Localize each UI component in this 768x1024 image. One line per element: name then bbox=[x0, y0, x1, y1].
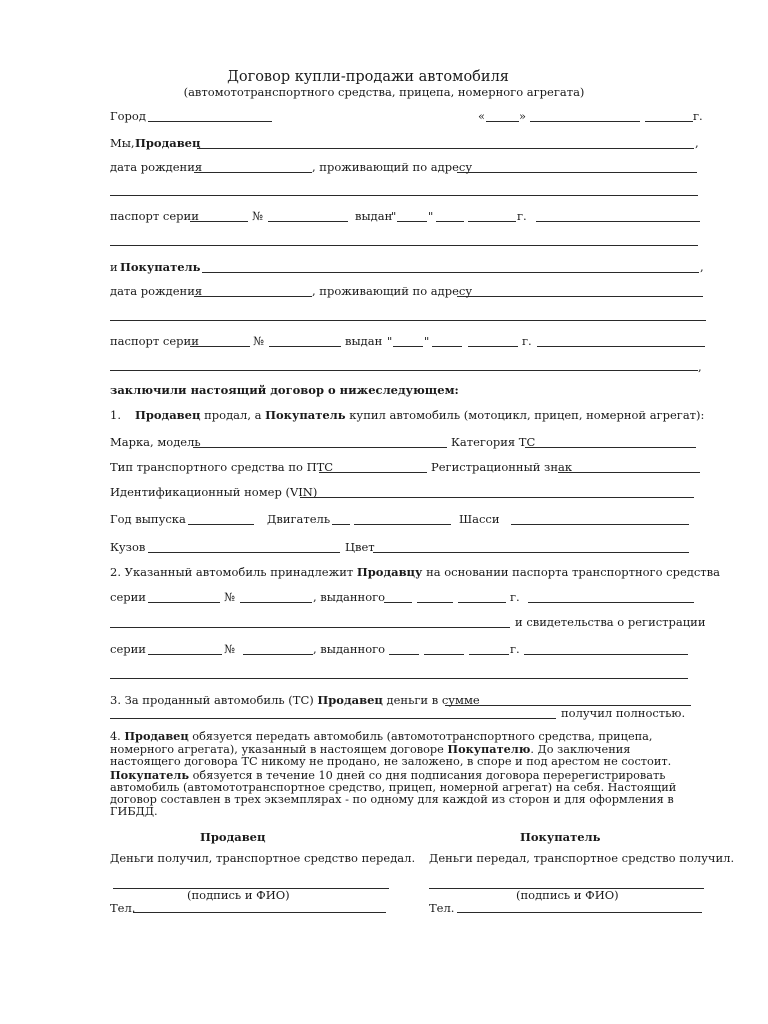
buyer-issued-day-field[interactable] bbox=[393, 346, 423, 347]
pts-number-sign: № bbox=[224, 590, 235, 604]
seller-comma: , bbox=[695, 136, 699, 150]
buyer-address-line-2[interactable] bbox=[110, 320, 706, 321]
pts-number-field[interactable] bbox=[240, 602, 312, 603]
buyer-word: Покупатель bbox=[120, 260, 201, 274]
cert-series-label: серии bbox=[110, 642, 146, 656]
buyer-phone-field[interactable] bbox=[457, 912, 702, 913]
category-field[interactable] bbox=[525, 447, 696, 448]
buyer-address-label: , проживающий по адресу bbox=[312, 284, 473, 298]
cert-number-field[interactable] bbox=[243, 654, 313, 655]
body-label: Кузов bbox=[110, 540, 146, 554]
buyer-issued-year-field[interactable] bbox=[468, 346, 518, 347]
seller-birth-label: дата рождения bbox=[110, 160, 203, 174]
seller-passport-line-2[interactable] bbox=[110, 245, 698, 246]
clause3-seller: Продавец bbox=[317, 693, 383, 707]
cert-issued-by-line-2[interactable] bbox=[110, 678, 688, 679]
engine-field-b[interactable] bbox=[354, 524, 451, 525]
seller-address-label: , проживающий по адресу bbox=[312, 160, 473, 174]
seller-passport-label: паспорт серии bbox=[110, 209, 199, 223]
pts-series-field[interactable] bbox=[148, 602, 220, 603]
buyer-passport-number-field[interactable] bbox=[269, 346, 341, 347]
vin-field[interactable] bbox=[300, 497, 694, 498]
cert-issued-by-field[interactable] bbox=[524, 654, 688, 655]
clause1-number: 1. bbox=[110, 408, 121, 422]
make-model-field[interactable] bbox=[193, 447, 447, 448]
pts-series-label: серии bbox=[110, 590, 146, 604]
buyer-number-sign: № bbox=[253, 334, 264, 348]
and-label: и bbox=[110, 260, 118, 274]
year-field[interactable] bbox=[188, 524, 254, 525]
date-year-suffix: г. bbox=[693, 109, 703, 123]
pts-issued-day-field[interactable] bbox=[384, 602, 412, 603]
cert-issued-label: , выданного bbox=[313, 642, 386, 656]
clause1-seller: Продавец bbox=[134, 408, 201, 422]
pts-issued-month-field[interactable] bbox=[417, 602, 453, 603]
seller-phone-label: Тел. bbox=[110, 901, 136, 915]
clause4-seller: Продавец bbox=[124, 729, 189, 743]
seller-passport-number-field[interactable] bbox=[268, 221, 348, 222]
cert-issued-year-suffix: г. bbox=[510, 642, 520, 656]
clause1-line bbox=[110, 408, 704, 422]
clause2-suffix: на основании паспорта транспортного средства bbox=[422, 565, 720, 579]
document-title: Договор купли-продажи автомобиля bbox=[227, 69, 509, 85]
cert-number-sign: № bbox=[224, 642, 235, 656]
buyer-passport-comma: , bbox=[698, 360, 702, 374]
chassis-label: Шасси bbox=[459, 512, 500, 526]
color-label: Цвет bbox=[345, 540, 375, 554]
we-label: Мы, bbox=[110, 136, 135, 150]
seller-issued-month-field[interactable] bbox=[436, 221, 464, 222]
clause3-prefix: 3. За проданный автомобиль (ТС) bbox=[110, 693, 318, 707]
document-subtitle: (автомототранспортного средства, прицепа, номерного агрегата) bbox=[183, 85, 585, 99]
seller-issued-close-quote: " bbox=[428, 209, 434, 223]
buyer-passport-line-2[interactable] bbox=[110, 370, 698, 371]
vin-label: Идентификационный номер (VIN) bbox=[110, 485, 318, 499]
city-label: Город bbox=[110, 109, 146, 123]
reg-certificate-label: и свидетельства о регистрации bbox=[515, 615, 706, 629]
pts-issued-year-suffix: г. bbox=[510, 590, 520, 604]
seller-address-line-2[interactable] bbox=[110, 195, 698, 196]
seller-issued-label: выдан bbox=[355, 209, 393, 223]
pts-issued-by-line-2[interactable] bbox=[110, 627, 510, 628]
cert-issued-year-field[interactable] bbox=[469, 654, 509, 655]
cert-series-field[interactable] bbox=[148, 654, 222, 655]
city-field[interactable] bbox=[148, 121, 272, 122]
seller-issued-open-quote: " bbox=[391, 209, 397, 223]
concluded-heading: заключили настоящий договор о нижеследующем: bbox=[110, 383, 459, 397]
engine-label: Двигатель bbox=[267, 512, 331, 526]
clause4-number: 4. bbox=[110, 730, 125, 743]
clause3-received: получил полностью. bbox=[561, 706, 686, 720]
body-field[interactable] bbox=[148, 552, 340, 553]
cert-issued-day-field[interactable] bbox=[389, 654, 419, 655]
buyer-phone-label: Тел. bbox=[429, 901, 455, 915]
buyer-name-field[interactable] bbox=[202, 272, 699, 273]
clause3-suffix: деньги в сумме bbox=[382, 693, 480, 707]
category-label: Категория ТС bbox=[451, 435, 536, 449]
reg-sign-field[interactable] bbox=[558, 472, 700, 473]
clause2-prefix: 2. Указанный автомобиль принадлежит bbox=[110, 565, 357, 579]
clause2-seller: Продавцу bbox=[356, 565, 423, 579]
clause4-text-1: обязуется передать автомобиль (автомототранспортного средства, прицепа, номерного агрегата), указанный в настоящем договоре bbox=[110, 730, 653, 757]
pts-issued-label: , выданного bbox=[313, 590, 386, 604]
date-day-field[interactable] bbox=[486, 121, 519, 122]
clause1-text-a: продал, а bbox=[200, 408, 266, 422]
date-close-quote: » bbox=[519, 109, 527, 123]
clause1-text-b: купил автомобиль (мотоцикл, прицеп, номерной агрегат): bbox=[345, 408, 705, 422]
seller-signature-heading: Продавец bbox=[200, 830, 266, 844]
seller-signature-caption: (подпись и ФИО) bbox=[187, 888, 290, 902]
chassis-field[interactable] bbox=[511, 524, 689, 525]
buyer-issued-month-field[interactable] bbox=[432, 346, 462, 347]
buyer-issued-by-field[interactable] bbox=[537, 346, 705, 347]
clause3-line bbox=[110, 693, 480, 707]
seller-issued-day-field[interactable] bbox=[397, 221, 427, 222]
pts-issued-by-field[interactable] bbox=[528, 602, 694, 603]
clause4-buyer: Покупатель bbox=[110, 767, 190, 782]
seller-issued-by-field[interactable] bbox=[536, 221, 700, 222]
color-field[interactable] bbox=[373, 552, 689, 553]
seller-word: Продавец bbox=[135, 136, 201, 150]
clause4-text-3: обязуется в течение 10 дней со дня подписания договора перерегистрировать автомобиль (автомототранспортное средство, прицеп, номерной агрегат) на себя. Настоящий договор составлен в трех экземплярах - по одному для каждой из сторон и для оформления в ГИБДД. bbox=[110, 768, 677, 819]
pts-issued-year-field[interactable] bbox=[458, 602, 506, 603]
seller-issued-year-suffix: г. bbox=[517, 209, 527, 223]
seller-name-field[interactable] bbox=[197, 148, 694, 149]
vehicle-type-label: Тип транспортного средства по ПТС bbox=[110, 460, 334, 474]
buyer-statement: Деньги передал, транспортное средство получил. bbox=[429, 851, 735, 865]
buyer-signature-caption: (подпись и ФИО) bbox=[516, 888, 619, 902]
date-month-field[interactable] bbox=[530, 121, 640, 122]
seller-number-sign: № bbox=[252, 209, 263, 223]
seller-address-field[interactable] bbox=[457, 172, 697, 173]
buyer-address-field[interactable] bbox=[457, 296, 703, 297]
engine-field-a[interactable] bbox=[332, 524, 350, 525]
clause4-paragraph bbox=[110, 730, 702, 818]
buyer-issued-year-suffix: г. bbox=[522, 334, 532, 348]
date-open-quote: « bbox=[478, 109, 486, 123]
seller-passport-series-field[interactable] bbox=[190, 221, 248, 222]
buyer-signature-heading: Покупатель bbox=[520, 830, 601, 844]
buyer-birth-field[interactable] bbox=[194, 296, 312, 297]
buyer-comma: , bbox=[700, 260, 704, 274]
buyer-issued-open-quote: " bbox=[387, 334, 393, 348]
buyer-passport-label: паспорт серии bbox=[110, 334, 199, 348]
year-label: Год выпуска bbox=[110, 512, 186, 526]
clause1-buyer: Покупатель bbox=[265, 408, 346, 422]
make-model-label: Марка, модель bbox=[110, 435, 201, 449]
seller-birth-field[interactable] bbox=[194, 172, 312, 173]
seller-issued-year-field[interactable] bbox=[468, 221, 516, 222]
date-year-field[interactable] bbox=[645, 121, 693, 122]
seller-phone-field[interactable] bbox=[133, 912, 386, 913]
clause4-text-2: . До заключения настоящего договора ТС никому не продано, не заложено, в споре и под арестом не состоит. bbox=[110, 743, 672, 769]
vehicle-type-field[interactable] bbox=[319, 472, 427, 473]
buyer-passport-series-field[interactable] bbox=[190, 346, 250, 347]
amount-words-field[interactable] bbox=[110, 718, 556, 719]
cert-issued-month-field[interactable] bbox=[424, 654, 464, 655]
reg-sign-label: Регистрационный знак bbox=[431, 460, 573, 474]
buyer-birth-label: дата рождения bbox=[110, 284, 203, 298]
buyer-issued-label: выдан bbox=[345, 334, 383, 348]
seller-statement: Деньги получил, транспортное средство передал. bbox=[110, 851, 416, 865]
clause2-line bbox=[110, 565, 720, 579]
buyer-issued-close-quote: " bbox=[424, 334, 430, 348]
clause4-buyer-dat: Покупателю bbox=[447, 742, 531, 757]
